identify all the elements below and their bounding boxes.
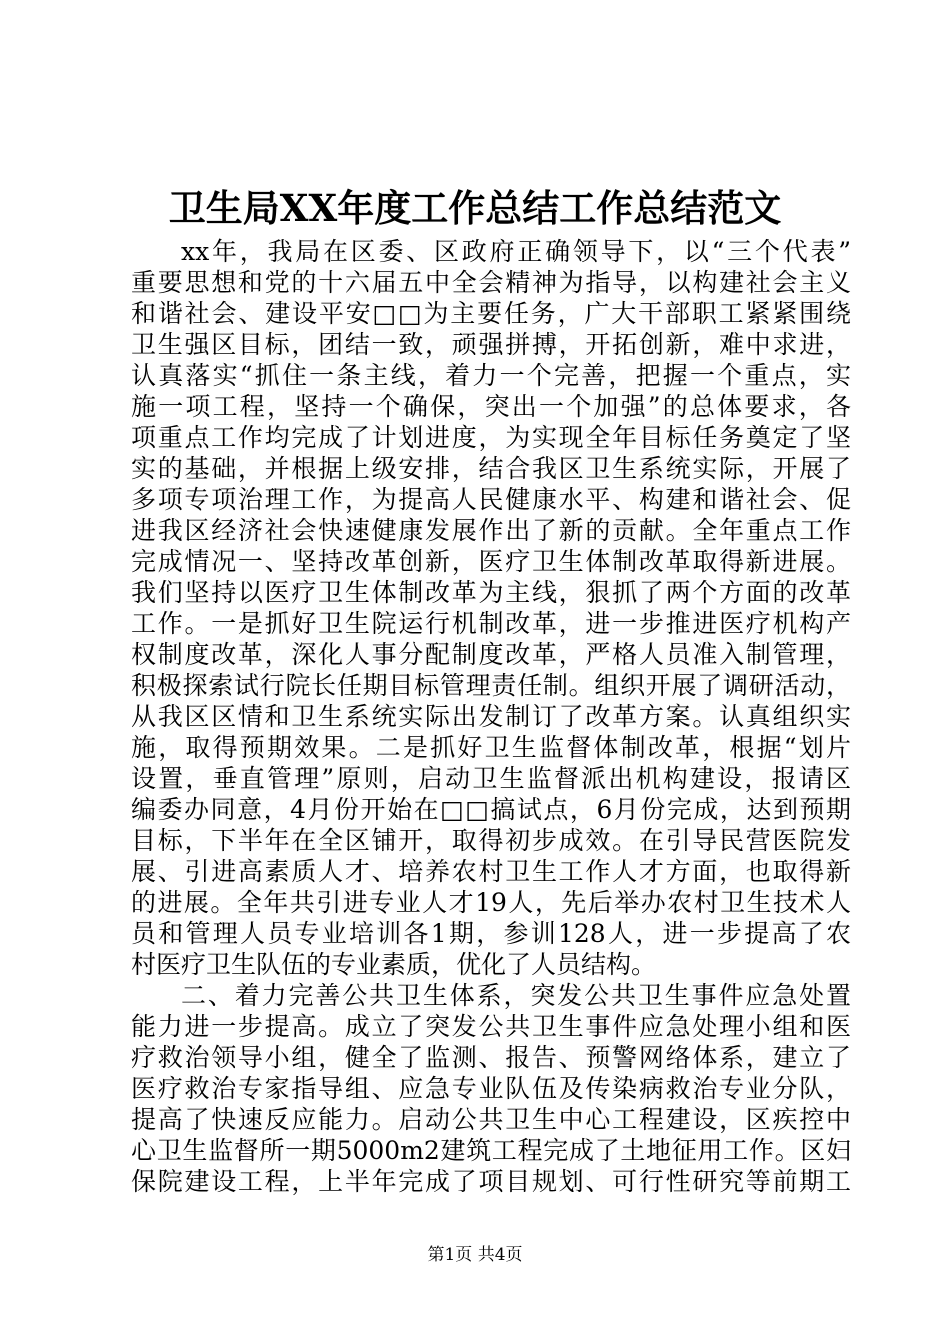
text-line: 进我区经济社会快速健康发展作出了新的贡献。全年重点工作 (131, 516, 851, 545)
document-body (131, 236, 851, 1197)
text-line: 施一项工程，坚持一个确保，突出一个加强”的总体要求，各 (131, 392, 851, 421)
text-line: 施，取得预期效果。二是抓好卫生监督体制改革，根据“划片 (131, 733, 851, 762)
text-line: 目标，下半年在全区铺开，取得初步成效。在引导民营医院发 (131, 826, 851, 855)
text-line: 医疗救治专家指导组、应急专业队伍及传染病救治专业分队， (131, 1074, 851, 1103)
text-line: 疗救治领导小组，健全了监测、报告、预警网络体系，建立了 (131, 1043, 851, 1072)
text-line: 员和管理人员专业培训各1期，参训128人，进一步提高了农 (131, 919, 851, 948)
text-line: 提高了快速反应能力。启动公共卫生中心工程建设，区疾控中 (131, 1105, 851, 1134)
document-title: 卫生局XX年度工作总结工作总结范文 (168, 186, 782, 230)
text-line: 编委办同意，4月份开始在□□搞试点，6月份完成，达到预期 (131, 795, 851, 824)
text-line: 保院建设工程，上半年完成了项目规划、可行性研究等前期工 (131, 1167, 851, 1196)
text-line: 权制度改革，深化人事分配制度改革，严格人员准入制管理， (131, 640, 851, 669)
text-line: 二、着力完善公共卫生体系，突发公共卫生事件应急处置 (181, 981, 851, 1010)
text-line: 积极探索试行院长任期目标管理责任制。组织开展了调研活动， (131, 671, 851, 700)
paragraph-1 (131, 236, 851, 980)
text-line: 展、引进高素质人才、培养农村卫生工作人才方面，也取得新 (131, 857, 851, 886)
text-line: 和谐社会、建设平安□□为主要任务，广大干部职工紧紧围绕 (131, 299, 851, 328)
text-line: 从我区区情和卫生系统实际出发制订了改革方案。认真组织实 (131, 702, 851, 731)
text-line: 我们坚持以医疗卫生体制改革为主线，狠抓了两个方面的改革 (131, 578, 851, 607)
text-line: 项重点工作均完成了计划进度，为实现全年目标任务奠定了坚 (131, 423, 851, 452)
text-line: 重要思想和党的十六届五中全会精神为指导，以构建社会主义 (131, 268, 851, 297)
text-line: 的进展。全年共引进专业人才19人，先后举办农村卫生技术人 (131, 888, 851, 917)
text-line: 村医疗卫生队伍的专业素质，优化了人员结构。 (131, 950, 657, 979)
text-line: xx年，我局在区委、区政府正确领导下，以“三个代表” (181, 237, 851, 266)
text-line: 设置，垂直管理”原则，启动卫生监督派出机构建设，报请区 (131, 764, 851, 793)
text-line: 多项专项治理工作，为提高人民健康水平、构建和谐社会、促 (131, 485, 851, 514)
text-line: 心卫生监督所一期5000m2建筑工程完成了土地征用工作。区妇 (131, 1136, 851, 1165)
page-number-footer: 第1页 共4页 (427, 1245, 523, 1265)
text-line: 实的基础，并根据上级安排，结合我区卫生系统实际，开展了 (131, 454, 851, 483)
paragraph-2 (131, 980, 851, 1197)
text-line: 工作。一是抓好卫生院运行机制改革，进一步推进医疗机构产 (131, 609, 851, 638)
text-line: 能力进一步提高。成立了突发公共卫生事件应急处理小组和医 (131, 1012, 851, 1041)
text-line: 认真落实“抓住一条主线，着力一个完善，把握一个重点，实 (131, 361, 851, 390)
text-line: 卫生强区目标，团结一致，顽强拼搏，开拓创新，难中求进， (131, 330, 851, 359)
text-line: 完成情况一、坚持改革创新，医疗卫生体制改革取得新进展。 (131, 547, 851, 576)
